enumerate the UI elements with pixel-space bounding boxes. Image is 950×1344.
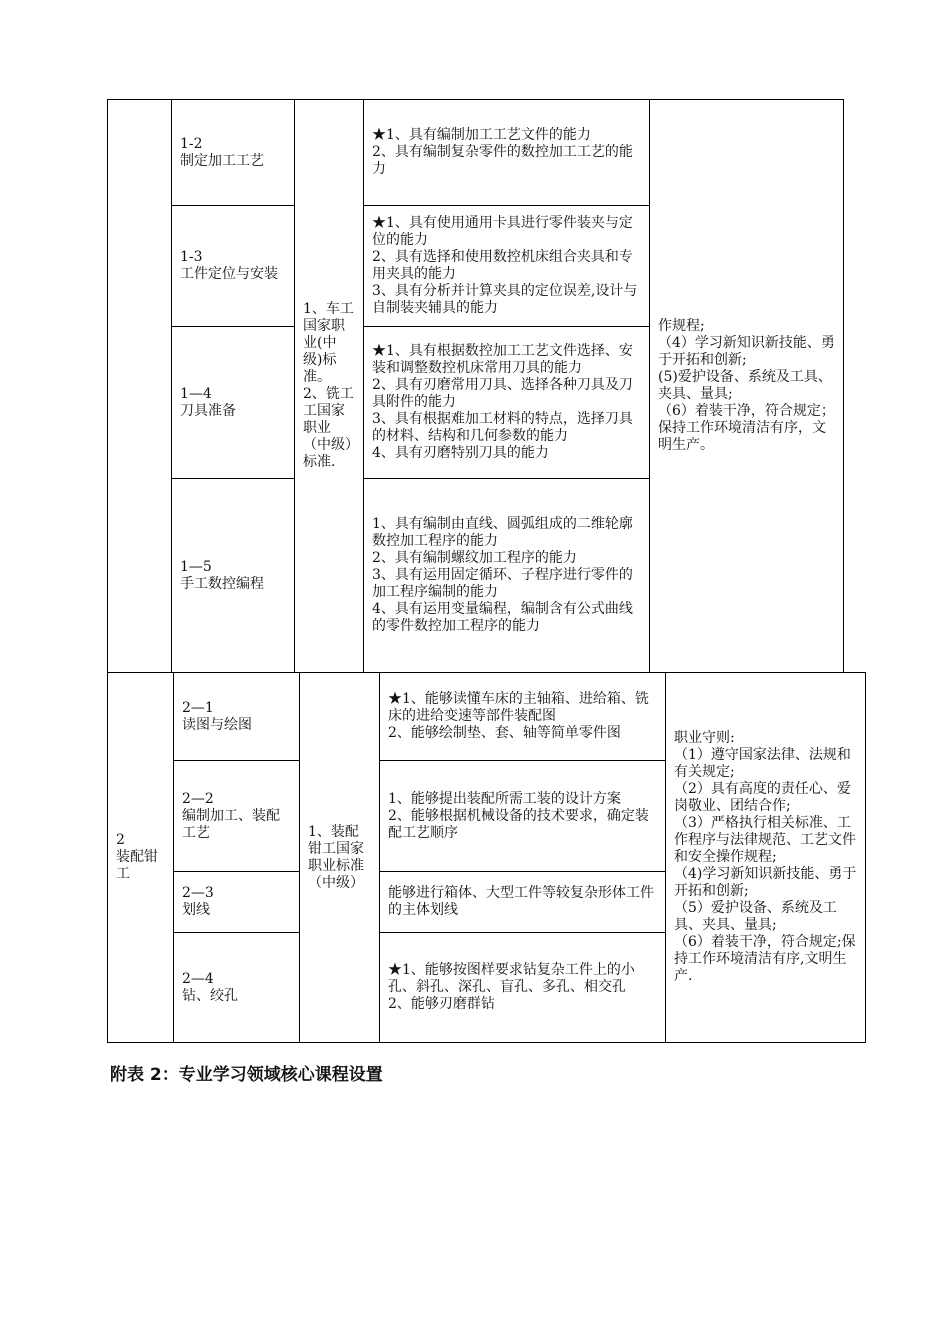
section1-quality-cell: 作规程; （4）学习新知识新技能、勇于开拓和创新; (5)爱护设备、系统及工具、夹具、量具; （6）着装干净，符合规定；保持工作环境清洁有序，文明生产。 xyxy=(649,99,844,673)
abilities-2-2: 1、能够提出装配所需工装的设计方案 2、能够根据机械设备的技术要求，确定装配工艺顺序 xyxy=(379,760,666,872)
task-label-1-4: 1—4 刀具准备 xyxy=(171,326,295,479)
section1-category-cell xyxy=(107,99,172,673)
abilities-1-3: ★1、具有使用通用卡具进行零件装夹与定位的能力 2、具有选择和使用数控机床组合夹具和专用夹具的能力 3、具有分析并计算夹具的定位误差,设计与自制装夹辅具的能力 xyxy=(363,205,650,327)
task-label-1-2: 1-2 制定加工工艺 xyxy=(171,99,295,206)
abilities-1-2: ★1、具有编制加工工艺文件的能力 2、具有编制复杂零件的数控加工工艺的能力 xyxy=(363,99,650,206)
task-label-1-3: 1-3 工件定位与安装 xyxy=(171,205,295,327)
abilities-1-4: ★1、具有根据数控加工工艺文件选择、安装和调整数控机床常用刀具的能力 2、具有刃磨常用刀具、选择各种刀具及刀具附件的能力 3、具有根据难加工材料的特点，选择刀具的材料、结构和几何参数的能力 4、具有刃磨特别刀具的能力 xyxy=(363,326,650,479)
task-label-2-2: 2—2 编制加工、装配工艺 xyxy=(173,760,300,872)
table-caption: 附表 2：专业学习领域核心课程设置 xyxy=(110,1065,383,1085)
abilities-2-1: ★1、能够读懂车床的主轴箱、进给箱、铣床的进给变速等部件装配图 2、能够绘制垫、套、轴等简单零件图 xyxy=(379,672,666,761)
section2-category-cell: 2 装配钳工 xyxy=(107,672,174,1043)
section2-quality-cell: 职业守则: （1）遵守国家法律、法规和有关规定; （2）具有高度的责任心、爱岗敬业、团结合作; （3）严格执行相关标准、工作程序与法律规范、工艺文件和安全操作规程; （4)学习新知识新技能、勇于开拓和创新; （5）爱护设备、系统及工具、夹具、量具; （6）着装干净，符合规定;保持工作环境清洁有序,文明生产. xyxy=(665,672,866,1043)
task-label-2-3: 2—3 划线 xyxy=(173,871,300,933)
section1-standard-cell: 1、车工国家职业(中级)标准。 2、铣工工国家职业（中级）标准. xyxy=(294,99,364,673)
task-label-2-1: 2—1 读图与绘图 xyxy=(173,672,300,761)
abilities-2-3: 能够进行箱体、大型工件等较复杂形体工件的主体划线 xyxy=(379,871,666,933)
abilities-2-4: ★1、能够按图样要求钻复杂工件上的小孔、斜孔、深孔、盲孔、多孔、相交孔 2、能够刃磨群钻 xyxy=(379,932,666,1043)
task-label-2-4: 2—4 钻、绞孔 xyxy=(173,932,300,1043)
abilities-1-5: 1、具有编制由直线、圆弧组成的二维轮廓数控加工程序的能力 2、具有编制螺纹加工程序的能力 3、具有运用固定循环、子程序进行零件的加工程序编制的能力 4、具有运用变量编程，编制含有公式曲线的零件数控加工程序的能力 xyxy=(363,478,650,673)
task-label-1-5: 1—5 手工数控编程 xyxy=(171,478,295,673)
section2-standard-cell: 1、装配钳工国家职业标准 （中级） xyxy=(299,672,380,1043)
